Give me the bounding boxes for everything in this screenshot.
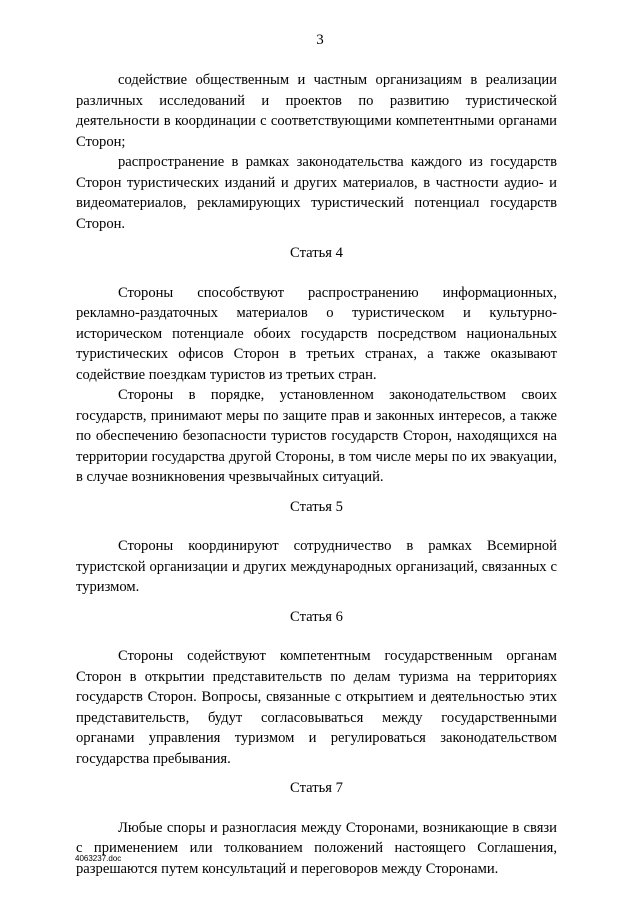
article-7-heading: Статья 7 — [290, 780, 343, 796]
intro-paragraph-2: распространение в рамках законодательства каждого из государств Сторон туристических изданий и других материалов, в частности аудио- и видеоматериалов, рекламирующих туристический потенциал государств Сторон. — [76, 154, 557, 232]
footer-filename: 4063237.doc — [75, 854, 122, 863]
article-6-heading: Статья 6 — [290, 608, 343, 625]
document-body — [76, 70, 557, 879]
article-7-paragraph-1: Любые споры и разногласия между Сторонами, возникающие в связи с применением или толкованием положений настоящего Соглашения, разрешаются путем консультаций и переговоров между Сторонами. — [76, 819, 557, 877]
article-6-paragraph-1: Стороны содействуют компетентным государственным органам Сторон в открытии представительств по делам туризма на территориях государств Сторон. Вопросы, связанные с открытием и деятельностью этих представительств, будут согласовываться между государственными органами управления туризмом и регулироваться законодательством государства пребывания. — [76, 648, 557, 767]
article-5-heading: Статья 5 — [290, 498, 343, 515]
article-4-heading: Статья 4 — [290, 245, 343, 261]
article-4-paragraph-1: Стороны способствуют распространению информационных, рекламно-раздаточных материалов о туристическом и культурно-историческом потенциале обоих государств посредством национальных туристических офисов Сторон в третьих странах, а также оказывают содействие поездкам туристов из третьих стран. — [76, 284, 557, 383]
article-5-paragraph-1: Стороны координируют сотрудничество в рамках Всемирной туристской организации и других международных организаций, связанных с туризмом. — [76, 538, 557, 595]
intro-paragraph-1: содействие общественным и частным организациям в реализации различных исследований и проектов по развитию туристической деятельности в координации с соответствующими компетентными органами Сторон; — [76, 72, 557, 150]
article-4-paragraph-2: Стороны в порядке, установленном законодательством своих государств, принимают меры по защите прав и законных интересов, а также по обеспечению безопасности туристов государств Сторон, находящихся на территории государства другой Стороны, в том числе меры по их эвакуации, в случае возникновения чрезвычайных ситуаций. — [76, 387, 557, 485]
page-number: 3 — [316, 32, 324, 48]
